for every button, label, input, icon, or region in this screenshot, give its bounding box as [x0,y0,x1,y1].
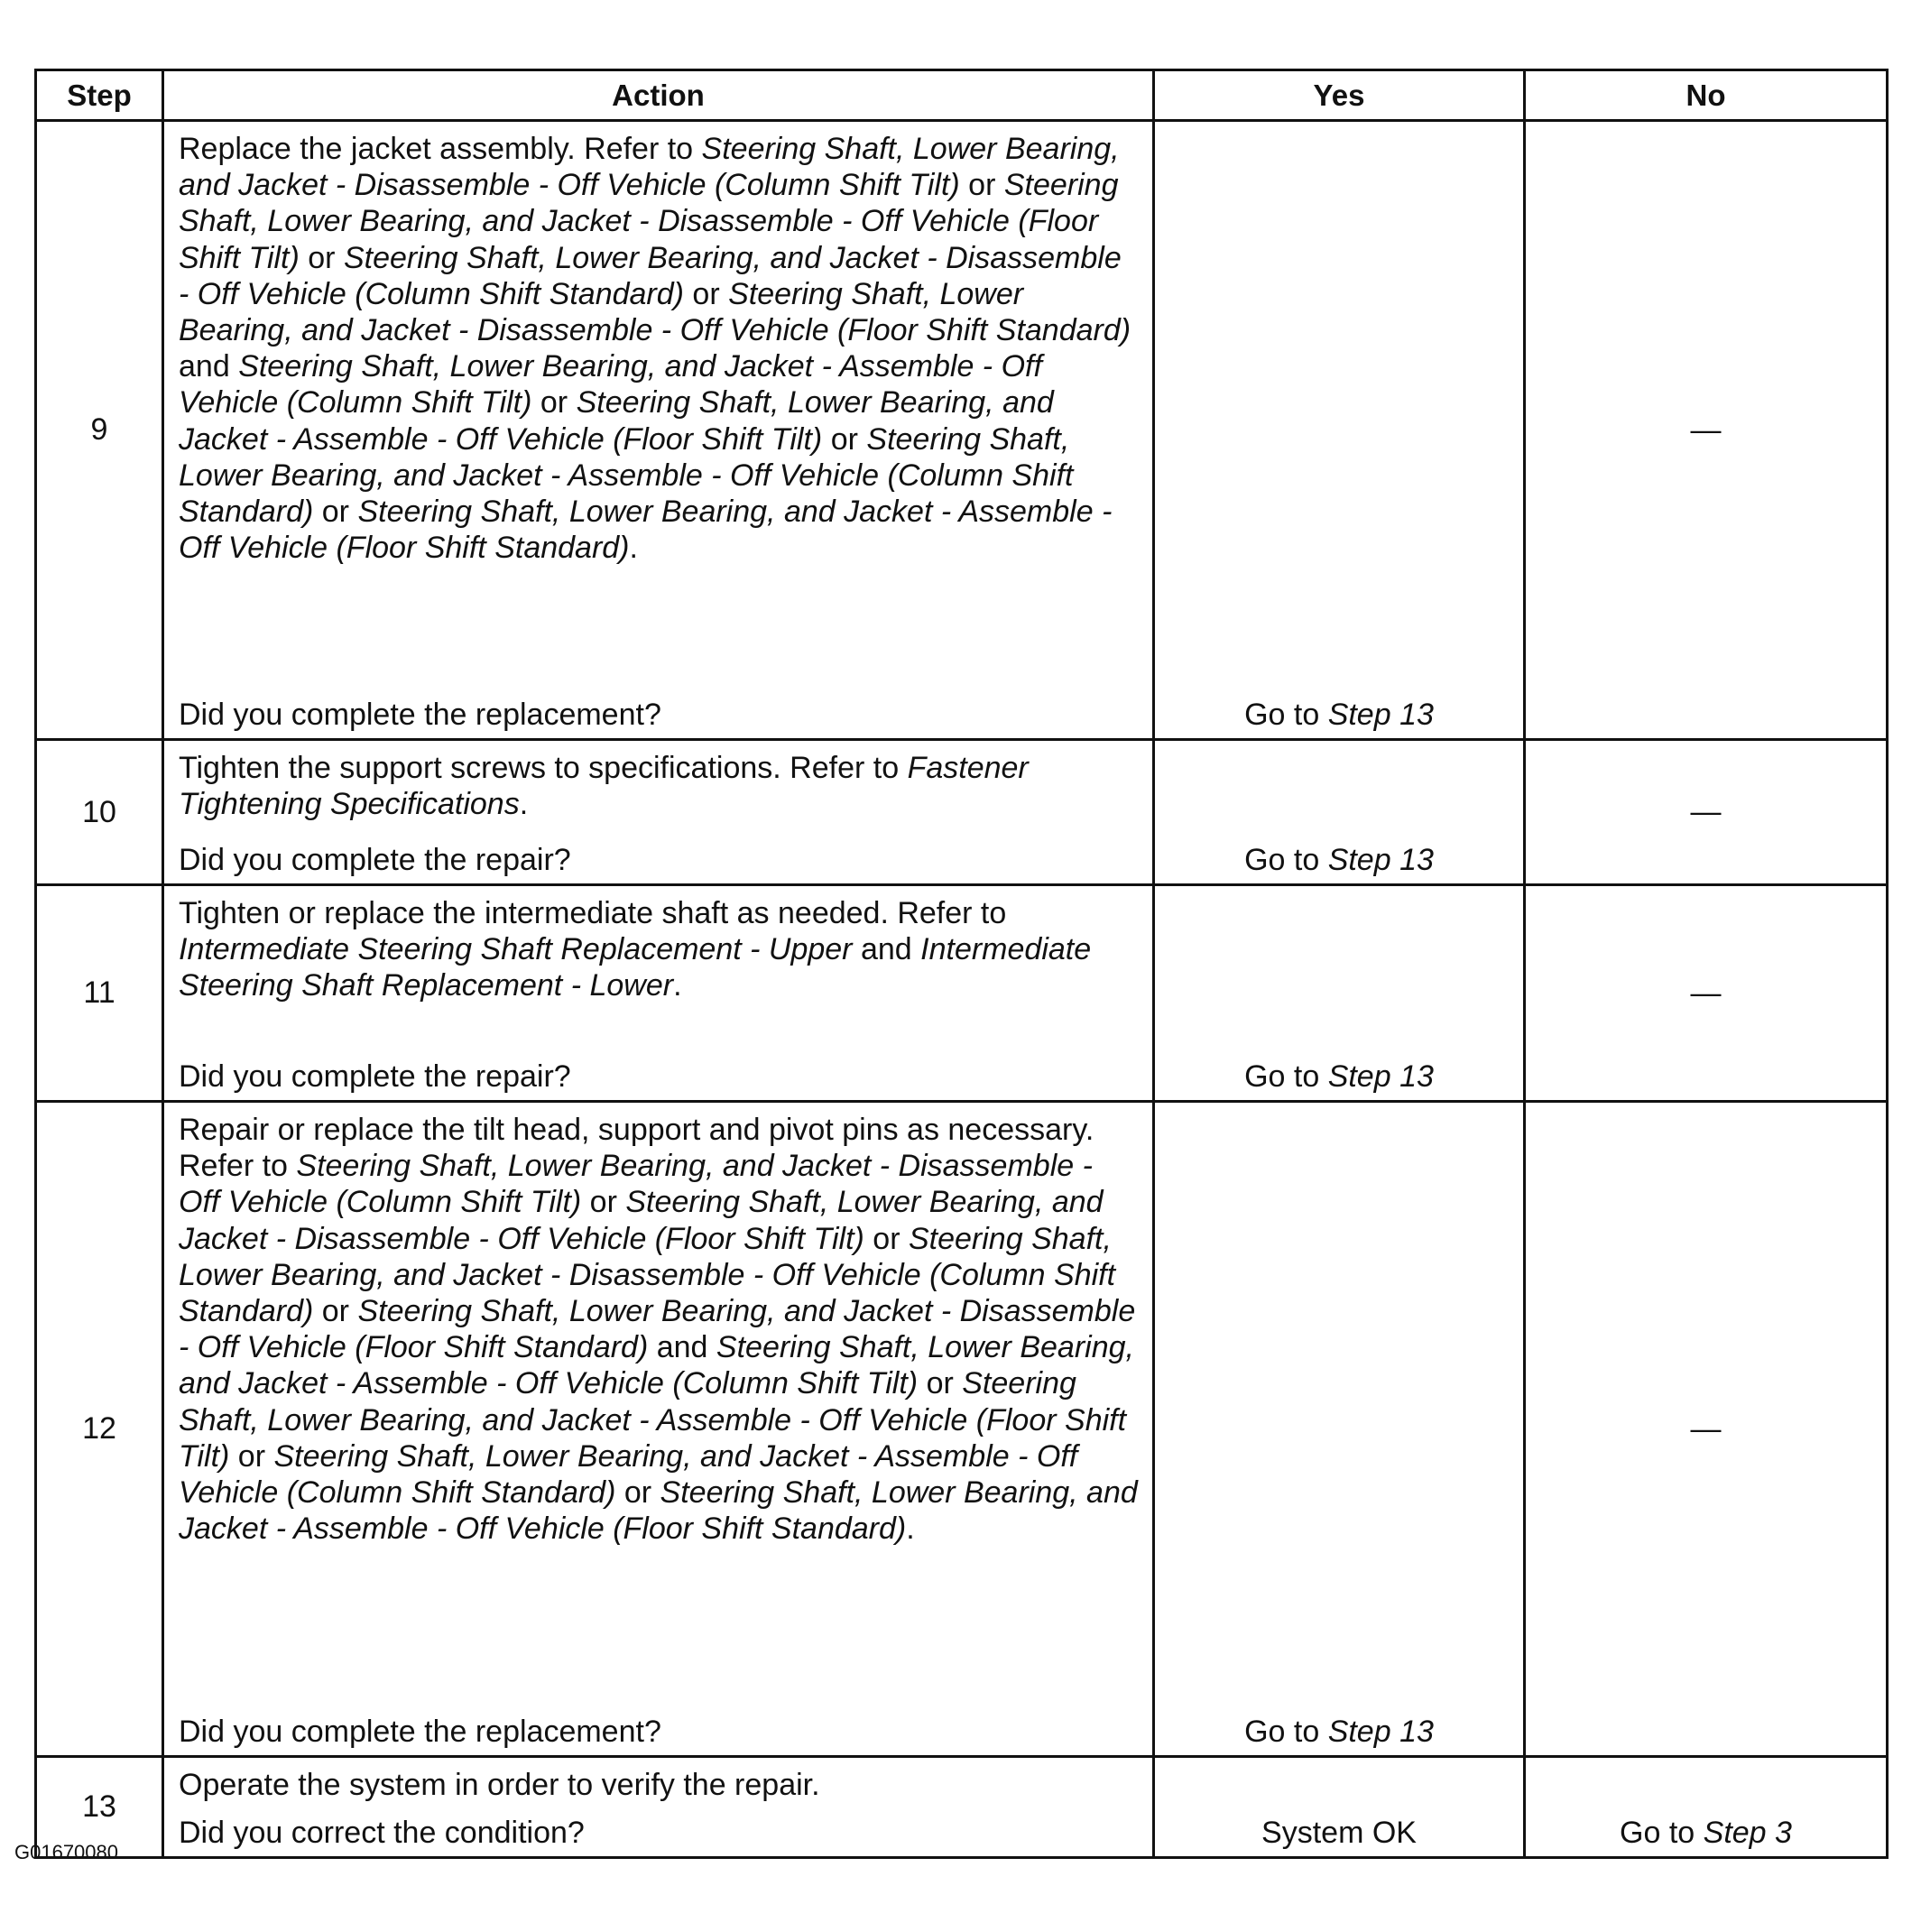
action-text [179,750,1138,822]
yes-cell [1154,1102,1525,1757]
yes-result-text: Go to [1244,1059,1328,1094]
procedure-reference: Steering Shaft, Lower Bearing, and Jacket - Disassemble - Off Vehicle (Column Shift Tilt) [179,132,1120,203]
procedure-reference: Steering Shaft, Lower Bearing, and Jacket - Disassemble - Off Vehicle (Column Shift Tilt) [179,1149,1093,1220]
step-number: 12 [36,1102,163,1757]
action-text-segment: or [229,1438,274,1474]
no-dash: — [1690,975,1722,1010]
procedure-reference: Steering Shaft, Lower Bearing, and Jacket - Assemble - Off Vehicle (Column Shift Standard) [179,421,1074,530]
yes-result [1155,1714,1523,1750]
action-text-segment: . [519,787,529,822]
action-text-segment: or [615,1475,660,1511]
action-text-segment: and [179,349,239,384]
no-cell [1525,740,1888,885]
header-step: Step [36,70,163,121]
yes-cell [1154,740,1525,885]
action-text-segment: Repair or replace the tilt head, support and pivot pins as necessary. Refer to [179,1113,1094,1184]
question-text: Did you complete the replacement? [179,1715,661,1749]
action-text-segment: or [313,495,358,530]
yes-result [1155,842,1523,878]
action-text-segment: or [581,1185,626,1220]
procedure-reference: Steering Shaft, Lower Bearing, and Jacket - Disassemble - Off Vehicle (Floor Shift Standard) [179,1294,1136,1365]
procedure-reference: Steering Shaft, Lower Bearing, and Jacket - Assemble - Off Vehicle (Floor Shift Tilt) [179,1366,1127,1474]
no-cell [1525,1757,1888,1858]
action-text-segment: Replace the jacket assembly. Refer to [179,132,702,166]
action-text-segment: Tighten or replace the intermediate shaft as needed. Refer to [179,896,1007,930]
no-cell [1525,1102,1888,1757]
yes-result-text: Go to [1244,698,1328,732]
header-action: Action [163,70,1154,121]
no-dash: — [1690,794,1722,829]
procedure-reference: Steering Shaft, Lower Bearing, and Jacket - Assemble - Off Vehicle (Floor Shift Standard) [179,1475,1138,1547]
no-cell [1525,885,1888,1102]
action-text-segment: and [852,932,921,967]
no-dash: — [1690,412,1722,447]
yes-step-reference: Step 13 [1327,1059,1434,1094]
procedure-reference: Steering Shaft, Lower Bearing, and Jacket - Disassemble - Off Vehicle (Column Shift Standard) [179,240,1122,311]
action-text-segment: Tighten the support screws to specifications. Refer to [179,751,908,785]
no-step-reference: Step 3 [1703,1816,1792,1850]
header-row [36,70,1888,121]
procedure-reference: Steering Shaft, Lower Bearing, and Jacket - Assemble - Off Vehicle (Column Shift Standard) [179,1438,1078,1511]
yes-result [1155,1815,1523,1851]
action-text-segment: or [313,1294,358,1329]
action-text-segment: or [683,276,729,311]
action-text [179,1767,1138,1803]
action-text [179,131,1138,566]
procedure-reference: Intermediate Steering Shaft Replacement - Lower [179,932,1092,1003]
procedure-reference: Steering Shaft, Lower Bearing, and Jacket - Assemble - Off Vehicle (Column Shift Tilt) [179,349,1042,421]
diagnostic-table [34,69,1889,1859]
action-cell [163,1102,1154,1757]
procedure-reference: Steering Shaft, Lower Bearing, and Jacket - Disassemble - Off Vehicle (Floor Shift Tilt) [179,168,1119,275]
procedure-reference: Steering Shaft, Lower Bearing, and Jacket - Assemble - Off Vehicle (Floor Shift Tilt) [179,385,1054,457]
action-text-segment: or [299,240,344,275]
yes-cell [1154,121,1525,740]
yes-step-reference: Step 13 [1327,843,1434,877]
procedure-reference: Intermediate Steering Shaft Replacement - Upper [179,932,853,967]
yes-cell [1154,885,1525,1102]
yes-result-text: System OK [1261,1816,1417,1850]
procedure-reference: Steering Shaft, Lower Bearing, and Jacket - Disassemble - Off Vehicle (Floor Shift Standard) [179,276,1131,348]
yes-result-text: Go to [1244,1715,1328,1749]
procedure-reference: Steering Shaft, Lower Bearing, and Jacket - Assemble - Off Vehicle (Column Shift Tilt) [179,1330,1134,1401]
step-number: 11 [36,885,163,1102]
question-text: Did you correct the condition? [179,1816,585,1850]
step-number: 13 [36,1757,163,1858]
action-text-segment: and [648,1330,716,1365]
action-cell [163,121,1154,740]
question-text: Did you complete the repair? [179,1059,571,1094]
procedure-reference: Steering Shaft, Lower Bearing, and Jacket - Disassemble - Off Vehicle (Column Shift Standard) [179,1221,1116,1329]
question-text: Did you complete the replacement? [179,698,661,732]
no-result-text: Go to [1620,1816,1704,1850]
header-yes: Yes [1154,70,1525,121]
yes-result [1155,1058,1523,1095]
yes-step-reference: Step 13 [1327,698,1434,732]
table-row-step-9 [36,121,1888,740]
action-text-segment: or [918,1366,963,1401]
action-text-segment: . [629,531,638,566]
header-no: No [1525,70,1888,121]
yes-step-reference: Step 13 [1327,1715,1434,1749]
action-text-segment: . [906,1511,915,1547]
action-cell [163,740,1154,885]
question-text: Did you complete the repair? [179,843,571,877]
action-text-segment: or [531,385,577,421]
table-row-step-12 [36,1102,1888,1757]
action-cell [163,885,1154,1102]
procedure-reference: Fastener Tightening Specifications [179,751,1029,822]
no-cell [1525,121,1888,740]
table-row-step-11 [36,885,1888,1102]
yes-result-text: Go to [1244,843,1328,877]
action-text-segment: or [959,168,1004,203]
action-text-segment: . [673,968,682,1003]
no-dash: — [1690,1411,1722,1446]
table-row-step-13 [36,1757,1888,1858]
action-cell [163,1757,1154,1858]
yes-result [1155,697,1523,733]
no-result [1526,1815,1886,1851]
procedure-reference: Steering Shaft, Lower Bearing, and Jacket - Disassemble - Off Vehicle (Floor Shift Tilt) [179,1185,1104,1256]
action-text-segment: or [864,1221,909,1256]
figure-code: G01670080 [14,1841,118,1863]
procedure-reference: Steering Shaft, Lower Bearing, and Jacket - Assemble - Off Vehicle (Floor Shift Standard) [179,495,1113,566]
yes-cell [1154,1757,1525,1858]
step-number: 9 [36,121,163,740]
step-number: 10 [36,740,163,885]
action-text-segment: Operate the system in order to verify the repair. [179,1768,820,1802]
action-text-segment: or [822,421,867,457]
action-text [179,1112,1138,1547]
table-row-step-10 [36,740,1888,885]
action-text [179,895,1138,1004]
